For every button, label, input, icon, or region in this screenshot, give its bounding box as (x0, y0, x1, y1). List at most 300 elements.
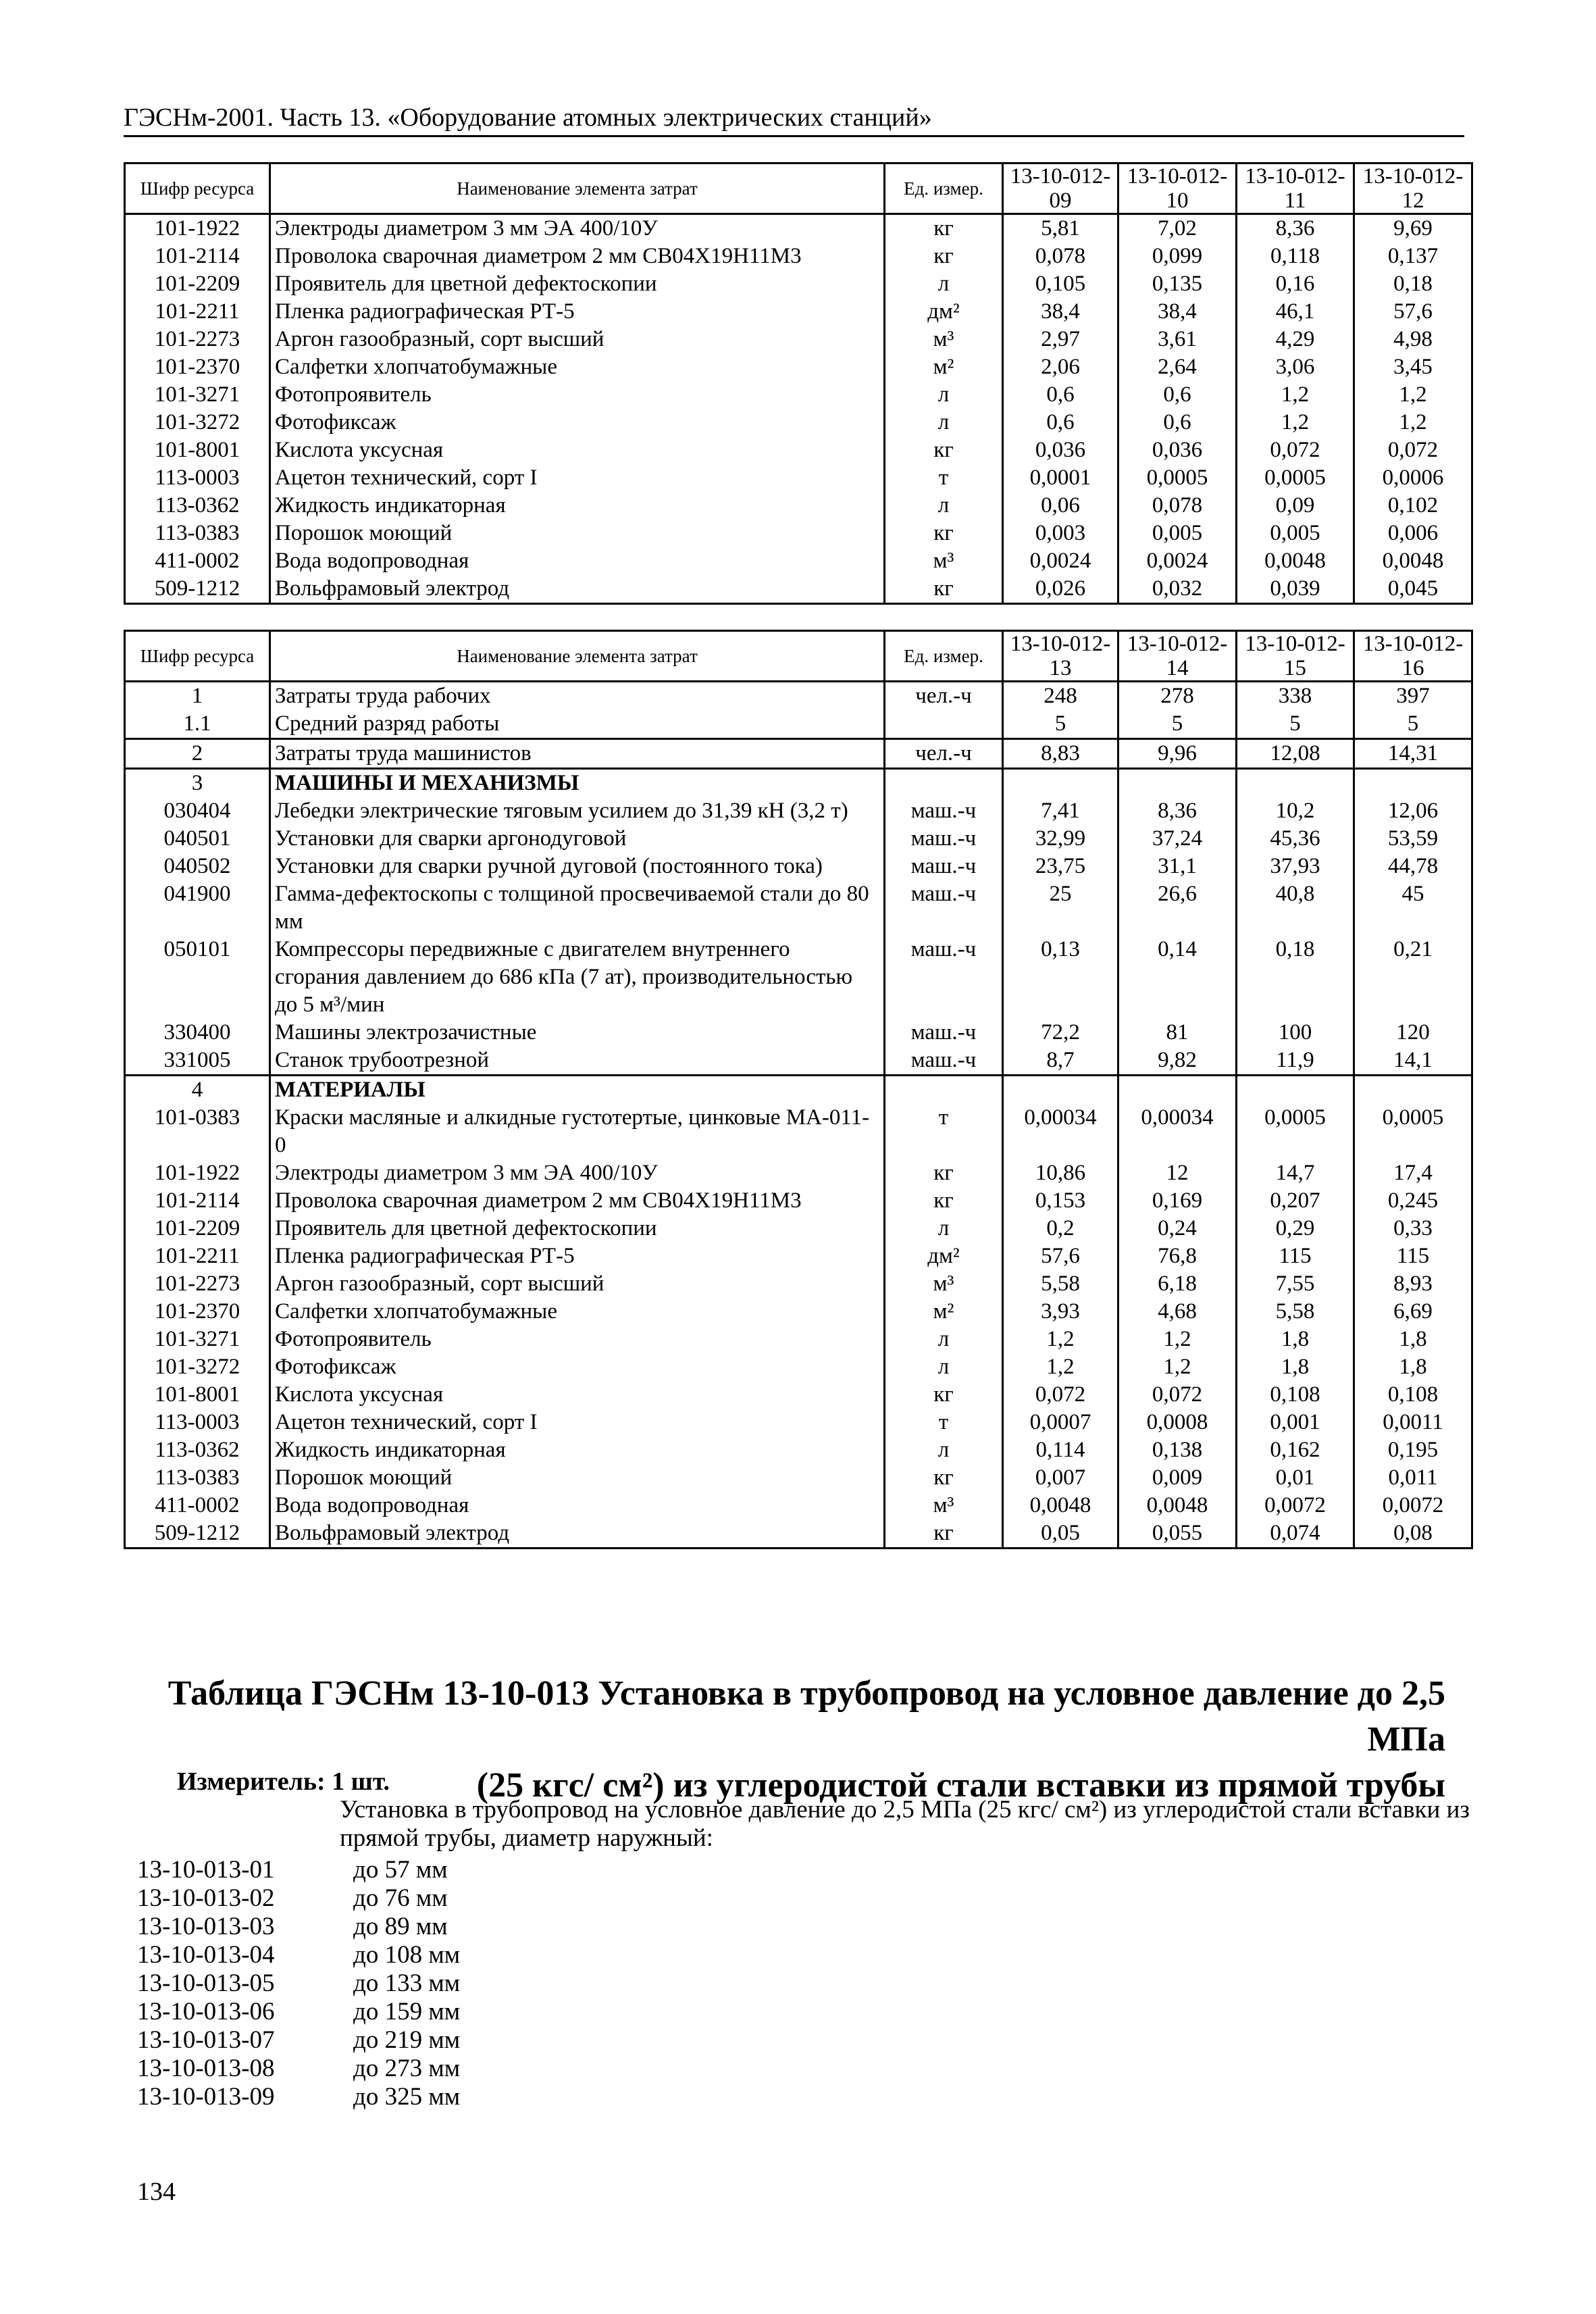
table-cell: т (885, 1104, 1003, 1159)
section-row (125, 769, 1472, 798)
table-cell: 1,8 (1354, 1353, 1472, 1381)
table-cell: м² (885, 1298, 1003, 1326)
table-cell: 0,0007 (1003, 1409, 1118, 1436)
table-row (125, 298, 1472, 326)
table-cell: 8,36 (1237, 214, 1354, 243)
table-cell: 0,0005 (1354, 1104, 1472, 1159)
variant-label: до 273 мм (353, 2055, 461, 2082)
table-row (125, 520, 1472, 547)
table-cell: Фотофиксаж (270, 1353, 885, 1381)
table-cell: л (885, 1436, 1003, 1464)
table-cell (1237, 1076, 1354, 1105)
table-cell: 5 (1118, 710, 1237, 739)
table-cell: 0,195 (1354, 1436, 1472, 1464)
table-cell: 0,0005 (1237, 464, 1354, 492)
table-cell: Порошок моющий (270, 1464, 885, 1492)
table-cell: 101-2370 (125, 353, 270, 381)
variant-label: до 219 мм (353, 2026, 461, 2054)
table-cell: 1,2 (1354, 409, 1472, 436)
table-cell: 101-3272 (125, 1353, 270, 1381)
table-cell: Аргон газообразный, сорт высший (270, 1270, 885, 1298)
table-cell: 26,6 (1118, 880, 1237, 936)
table-cell: т (885, 1409, 1003, 1436)
table-row (125, 381, 1472, 409)
table-cell: 0,00034 (1118, 1104, 1237, 1159)
table-cell: 8,83 (1003, 739, 1118, 769)
table-cell: 9,69 (1354, 214, 1472, 243)
table-cell: 12 (1118, 1159, 1237, 1187)
table-row (125, 880, 1472, 936)
table-cell: 0,0024 (1003, 547, 1118, 575)
table-cell: кг (885, 1381, 1003, 1409)
table-cell: л (885, 492, 1003, 520)
table-cell: 101-2273 (125, 326, 270, 353)
table-cell: Краски масляные и алкидные густотертые, цинковые МА-011-0 (270, 1104, 885, 1159)
table-cell: л (885, 1215, 1003, 1242)
table-cell: 0,135 (1118, 270, 1237, 298)
table-cell: 101-0383 (125, 1104, 270, 1159)
variant-label: до 325 мм (353, 2083, 461, 2111)
table-description: Установка в трубопровод на условное давление до 2,5 МПа (25 кгс/ см²) из углеродистой стали вставки из прямой трубы, диаметр наружный: (340, 1796, 1470, 1852)
table-cell: л (885, 409, 1003, 436)
table-cell: 101-2114 (125, 1187, 270, 1215)
table-cell: 0,0048 (1003, 1492, 1118, 1519)
table-cell: 17,4 (1354, 1159, 1472, 1187)
table-cell: 101-2114 (125, 243, 270, 270)
table-cell: 3 (125, 769, 270, 798)
table-cell: 0,6 (1003, 409, 1118, 436)
table-cell: 0,18 (1354, 270, 1472, 298)
table-cell: 0,05 (1003, 1519, 1118, 1549)
table-cell: Проволока сварочная диаметром 2 мм СВ04Х19Н11М3 (270, 1187, 885, 1215)
table-cell: 113-0003 (125, 1409, 270, 1436)
table-cell: Порошок моющий (270, 520, 885, 547)
table-cell: 0,072 (1354, 436, 1472, 464)
variant-label: до 89 мм (353, 1913, 448, 1940)
table-header-row (125, 164, 1472, 214)
variant-code: 13-10-013-06 (137, 1998, 275, 2026)
table-cell: 40,8 (1237, 880, 1354, 936)
table-cell: 0,137 (1354, 243, 1472, 270)
table-cell: 4 (125, 1076, 270, 1105)
table-cell: маш.-ч (885, 797, 1003, 825)
table-cell: Вода водопроводная (270, 1492, 885, 1519)
table-cell: 7,02 (1118, 214, 1237, 243)
table-cell: кг (885, 243, 1003, 270)
table-cell: маш.-ч (885, 880, 1003, 936)
table-cell: чел.-ч (885, 739, 1003, 769)
table-cell: кг (885, 214, 1003, 243)
table-row (125, 464, 1472, 492)
table-cell: Пленка радиографическая РТ-5 (270, 1242, 885, 1270)
table-cell: 0,09 (1237, 492, 1354, 520)
table-row (125, 825, 1472, 853)
table-row (125, 1104, 1472, 1159)
table-cell: 0,207 (1237, 1187, 1354, 1215)
variant-label: до 108 мм (353, 1941, 461, 1969)
table-cell: 31,1 (1118, 853, 1237, 880)
table-cell: МАШИНЫ И МЕХАНИЗМЫ (270, 769, 885, 798)
table-title-line: (25 кгс/ см²) из углеродистой стали вставки из прямой трубы (476, 1766, 1445, 1805)
table-cell: 0,026 (1003, 575, 1118, 604)
col-header-variant: 13-10-012-14 (1118, 631, 1237, 682)
table-cell: 0,108 (1237, 1381, 1354, 1409)
table-cell: 81 (1118, 1019, 1237, 1047)
table-row (125, 1159, 1472, 1187)
table-row (125, 1019, 1472, 1047)
table-cell: м³ (885, 547, 1003, 575)
variant-item (137, 2055, 460, 2083)
table-cell: 14,7 (1237, 1159, 1354, 1187)
table-cell: 44,78 (1354, 853, 1472, 880)
table-cell: Проявитель для цветной дефектоскопии (270, 270, 885, 298)
col-header-unit: Ед. измер. (885, 164, 1003, 214)
table-cell: 0,039 (1237, 575, 1354, 604)
table-cell: 0,036 (1118, 436, 1237, 464)
table-cell: 0,0048 (1118, 1492, 1237, 1519)
table-cell: Пленка радиографическая РТ-5 (270, 298, 885, 326)
table-cell: Жидкость индикаторная (270, 492, 885, 520)
table-cell: 1.1 (125, 710, 270, 739)
table-cell: Кислота уксусная (270, 1381, 885, 1409)
table-cell: 030404 (125, 797, 270, 825)
variant-label: до 76 мм (353, 1884, 448, 1912)
table-cell: 1,8 (1237, 1326, 1354, 1353)
table-cell: 113-0383 (125, 1464, 270, 1492)
table-row (125, 409, 1472, 436)
table-cell: 57,6 (1354, 298, 1472, 326)
table-cell: 2 (125, 739, 270, 769)
variant-code: 13-10-013-01 (137, 1856, 275, 1884)
table-cell: дм² (885, 298, 1003, 326)
table-row (125, 1215, 1472, 1242)
table-cell: маш.-ч (885, 1047, 1003, 1076)
variant-label: до 133 мм (353, 1969, 461, 1997)
table-cell: дм² (885, 1242, 1003, 1270)
table-cell: 101-2209 (125, 1215, 270, 1242)
table-cell: 3,45 (1354, 353, 1472, 381)
table-cell: 0,0006 (1354, 464, 1472, 492)
table-cell: Ацетон технический, сорт I (270, 1409, 885, 1436)
table-cell: 38,4 (1118, 298, 1237, 326)
table-cell: 72,2 (1003, 1019, 1118, 1047)
table-row (125, 353, 1472, 381)
table-cell: 2,06 (1003, 353, 1118, 381)
table-cell: 0,005 (1237, 520, 1354, 547)
variant-item (137, 1856, 460, 1884)
table-cell: Вольфрамовый электрод (270, 575, 885, 604)
table-row (125, 575, 1472, 604)
table-cell: 5 (1003, 710, 1118, 739)
col-header-unit: Ед. измер. (885, 631, 1003, 682)
table-row (125, 1492, 1472, 1519)
table-cell (1237, 769, 1354, 798)
table-row (125, 1298, 1472, 1326)
table-cell: маш.-ч (885, 936, 1003, 1019)
table-cell: 4,29 (1237, 326, 1354, 353)
table-cell: 0,6 (1003, 381, 1118, 409)
table-cell: 0,16 (1237, 270, 1354, 298)
table-cell: Затраты труда машинистов (270, 739, 885, 769)
table-cell: 0,0001 (1003, 464, 1118, 492)
table-cell: 5 (1237, 710, 1354, 739)
table-cell: 101-1922 (125, 1159, 270, 1187)
table-cell: 0,078 (1118, 492, 1237, 520)
table-cell: 0,24 (1118, 1215, 1237, 1242)
table-cell: Проволока сварочная диаметром 2 мм СВ04Х19Н11М3 (270, 243, 885, 270)
table-cell: Ацетон технический, сорт I (270, 464, 885, 492)
table-cell: 0,055 (1118, 1519, 1237, 1549)
table-cell: 101-2209 (125, 270, 270, 298)
table-row (125, 436, 1472, 464)
table-cell: 101-3271 (125, 381, 270, 409)
table-cell: 101-8001 (125, 436, 270, 464)
table-cell: 0,0048 (1237, 547, 1354, 575)
table-cell: Салфетки хлопчатобумажные (270, 353, 885, 381)
col-header-variant: 13-10-012-11 (1237, 164, 1354, 214)
col-header-name: Наименование элемента затрат (270, 164, 885, 214)
table-cell: кг (885, 1519, 1003, 1549)
table-cell: 1 (125, 682, 270, 711)
table-cell: 120 (1354, 1019, 1472, 1047)
variant-code: 13-10-013-08 (137, 2055, 275, 2082)
table-cell: кг (885, 436, 1003, 464)
table-cell (1118, 1076, 1237, 1105)
table-row (125, 326, 1472, 353)
table-cell (1003, 1076, 1118, 1105)
table-cell: кг (885, 1159, 1003, 1187)
table-cell: 0,036 (1003, 436, 1118, 464)
table-cell: 37,24 (1118, 825, 1237, 853)
table-cell (885, 1076, 1003, 1105)
table-cell: Машины электрозачистные (270, 1019, 885, 1047)
table-cell: 7,55 (1237, 1270, 1354, 1298)
table-cell: 1,8 (1237, 1353, 1354, 1381)
table-row (125, 243, 1472, 270)
col-header-variant: 13-10-012-16 (1354, 631, 1472, 682)
table-cell: 0,33 (1354, 1215, 1472, 1242)
table-cell: 76,8 (1118, 1242, 1237, 1270)
col-header-name: Наименование элемента затрат (270, 631, 885, 682)
table-cell: Жидкость индикаторная (270, 1436, 885, 1464)
table-cell: чел.-ч (885, 682, 1003, 711)
table-cell: м³ (885, 1492, 1003, 1519)
table-cell: 9,82 (1118, 1047, 1237, 1076)
table-cell: 0,29 (1237, 1215, 1354, 1242)
table-cell: Вода водопроводная (270, 547, 885, 575)
table-cell (1118, 769, 1237, 798)
table-cell: 0,0005 (1118, 464, 1237, 492)
table-cell: 9,96 (1118, 739, 1237, 769)
table-cell: 5,81 (1003, 214, 1118, 243)
table-cell: 0,13 (1003, 936, 1118, 1019)
table-cell: 0,009 (1118, 1464, 1237, 1492)
table-cell: 278 (1118, 682, 1237, 711)
table-cell: 53,59 (1354, 825, 1472, 853)
table-cell: 101-2211 (125, 1242, 270, 1270)
table-cell: 331005 (125, 1047, 270, 1076)
table-cell: 38,4 (1003, 298, 1118, 326)
table-row (125, 1047, 1472, 1076)
table-cell: 0,245 (1354, 1187, 1472, 1215)
col-header-variant: 13-10-012-13 (1003, 631, 1118, 682)
table-cell: Проявитель для цветной дефектоскопии (270, 1215, 885, 1242)
table-row (125, 1270, 1472, 1298)
table-cell: 397 (1354, 682, 1472, 711)
table-cell: 1,2 (1118, 1326, 1237, 1353)
table-cell: 0,102 (1354, 492, 1472, 520)
table-cell: Салфетки хлопчатобумажные (270, 1298, 885, 1326)
variant-item (137, 1969, 460, 1998)
table-cell: 10,2 (1237, 797, 1354, 825)
col-header-code: Шифр ресурса (125, 631, 270, 682)
table-cell: Гамма-дефектоскопы с толщиной просвечиваемой стали до 80 мм (270, 880, 885, 936)
table-cell: 4,68 (1118, 1298, 1237, 1326)
table-cell: 45,36 (1237, 825, 1354, 853)
table-cell: 0,105 (1003, 270, 1118, 298)
table-row (125, 710, 1472, 739)
table-cell: 0,138 (1118, 1436, 1237, 1464)
table-cell: 0,072 (1237, 436, 1354, 464)
resource-table-1 (124, 162, 1473, 605)
table-cell: 101-2211 (125, 298, 270, 326)
table-cell: 0,169 (1118, 1187, 1237, 1215)
table-cell: 115 (1354, 1242, 1472, 1270)
table-cell: 1,8 (1354, 1326, 1472, 1353)
meter-label: Измеритель: 1 шт. (177, 1767, 390, 1796)
table-cell: 0,099 (1118, 243, 1237, 270)
table-cell: 2,64 (1118, 353, 1237, 381)
table-cell: маш.-ч (885, 853, 1003, 880)
table-cell: 0,0005 (1237, 1104, 1354, 1159)
table-cell: 0,045 (1354, 575, 1472, 604)
table-cell: 1,2 (1237, 381, 1354, 409)
variant-list (137, 1856, 460, 2111)
table-cell: 330400 (125, 1019, 270, 1047)
table-cell: Фотопроявитель (270, 1326, 885, 1353)
table-cell: 0,18 (1237, 936, 1354, 1019)
table-cell: 1,2 (1003, 1353, 1118, 1381)
table-cell: Вольфрамовый электрод (270, 1519, 885, 1549)
table-cell (885, 769, 1003, 798)
table-cell: м² (885, 353, 1003, 381)
table-cell: 0,6 (1118, 381, 1237, 409)
variant-item (137, 1998, 460, 2026)
table-cell: 23,75 (1003, 853, 1118, 880)
table-cell: 6,69 (1354, 1298, 1472, 1326)
table-cell: 3,61 (1118, 326, 1237, 353)
table-cell: 4,98 (1354, 326, 1472, 353)
table-cell: 115 (1237, 1242, 1354, 1270)
table-cell: 0,01 (1237, 1464, 1354, 1492)
table-cell: 040502 (125, 853, 270, 880)
table-cell: 0,072 (1003, 1381, 1118, 1409)
table-cell: 0,0008 (1118, 1409, 1237, 1436)
table-cell: Затраты труда рабочих (270, 682, 885, 711)
page-number: 134 (137, 2178, 176, 2206)
col-header-variant: 13-10-012-15 (1237, 631, 1354, 682)
table-cell: 2,97 (1003, 326, 1118, 353)
table-cell: л (885, 1326, 1003, 1353)
variant-code: 13-10-013-03 (137, 1913, 275, 1940)
col-header-variant: 13-10-012-12 (1354, 164, 1472, 214)
table-cell: м³ (885, 1270, 1003, 1298)
table-cell: 1,2 (1354, 381, 1472, 409)
table-cell: Фотопроявитель (270, 381, 885, 409)
table-row (125, 1326, 1472, 1353)
variant-item (137, 2083, 460, 2111)
table-cell: Лебедки электрические тяговым усилием до 31,39 кН (3,2 т) (270, 797, 885, 825)
table-cell: 0,2 (1003, 1215, 1118, 1242)
table-row (125, 1519, 1472, 1549)
table-cell: 338 (1237, 682, 1354, 711)
table-cell: 100 (1237, 1019, 1354, 1047)
table-cell: 14,1 (1354, 1047, 1472, 1076)
table-cell: 0,00034 (1003, 1104, 1118, 1159)
table-row (125, 1353, 1472, 1381)
table-cell: кг (885, 520, 1003, 547)
table-cell: 0,032 (1118, 575, 1237, 604)
table-cell: м³ (885, 326, 1003, 353)
variant-item (137, 1913, 460, 1941)
table-cell: 8,36 (1118, 797, 1237, 825)
table-cell: 113-0362 (125, 492, 270, 520)
variant-label: до 57 мм (353, 1856, 448, 1884)
table-cell: 101-2370 (125, 1298, 270, 1326)
table-cell: 0,0024 (1118, 547, 1237, 575)
table-cell: 0,153 (1003, 1187, 1118, 1215)
resource-table-2 (124, 630, 1473, 1549)
table-row (125, 853, 1472, 880)
table-cell: 411-0002 (125, 547, 270, 575)
table-cell: 7,41 (1003, 797, 1118, 825)
table-cell: 0,001 (1237, 1409, 1354, 1436)
variant-code: 13-10-013-02 (137, 1884, 275, 1912)
table-cell: Электроды диаметром 3 мм ЭА 400/10У (270, 214, 885, 243)
table-cell: 101-2273 (125, 1270, 270, 1298)
variant-code: 13-10-013-05 (137, 1969, 275, 1997)
table-row (125, 1436, 1472, 1464)
table-cell: 5 (1354, 710, 1472, 739)
table-cell: 0,162 (1237, 1436, 1354, 1464)
table-cell: кг (885, 1187, 1003, 1215)
table-cell: 1,2 (1237, 409, 1354, 436)
variant-item (137, 1941, 460, 1969)
table-cell: 0,0072 (1354, 1492, 1472, 1519)
table-row (125, 936, 1472, 1019)
table-cell: 101-3272 (125, 409, 270, 436)
variant-code: 13-10-013-04 (137, 1941, 275, 1969)
col-header-variant: 13-10-012-10 (1118, 164, 1237, 214)
table-cell: кг (885, 575, 1003, 604)
variant-item (137, 2026, 460, 2055)
table-cell: 0,6 (1118, 409, 1237, 436)
table-row (125, 1409, 1472, 1436)
table-cell: Станок трубоотрезной (270, 1047, 885, 1076)
table-cell: 0,074 (1237, 1519, 1354, 1549)
table-cell: 25 (1003, 880, 1118, 936)
table-cell: МАТЕРИАЛЫ (270, 1076, 885, 1105)
table-cell: 10,86 (1003, 1159, 1118, 1187)
table-cell: Средний разряд работы (270, 710, 885, 739)
col-header-variant: 13-10-012-09 (1003, 164, 1118, 214)
page-header: ГЭСНм-2001. Часть 13. «Оборудование атомных электрических станций» (124, 103, 1464, 137)
table-cell: Аргон газообразный, сорт высший (270, 326, 885, 353)
table-cell: Электроды диаметром 3 мм ЭА 400/10У (270, 1159, 885, 1187)
table-row (125, 797, 1472, 825)
table-cell: 509-1212 (125, 1519, 270, 1549)
col-header-code: Шифр ресурса (125, 164, 270, 214)
